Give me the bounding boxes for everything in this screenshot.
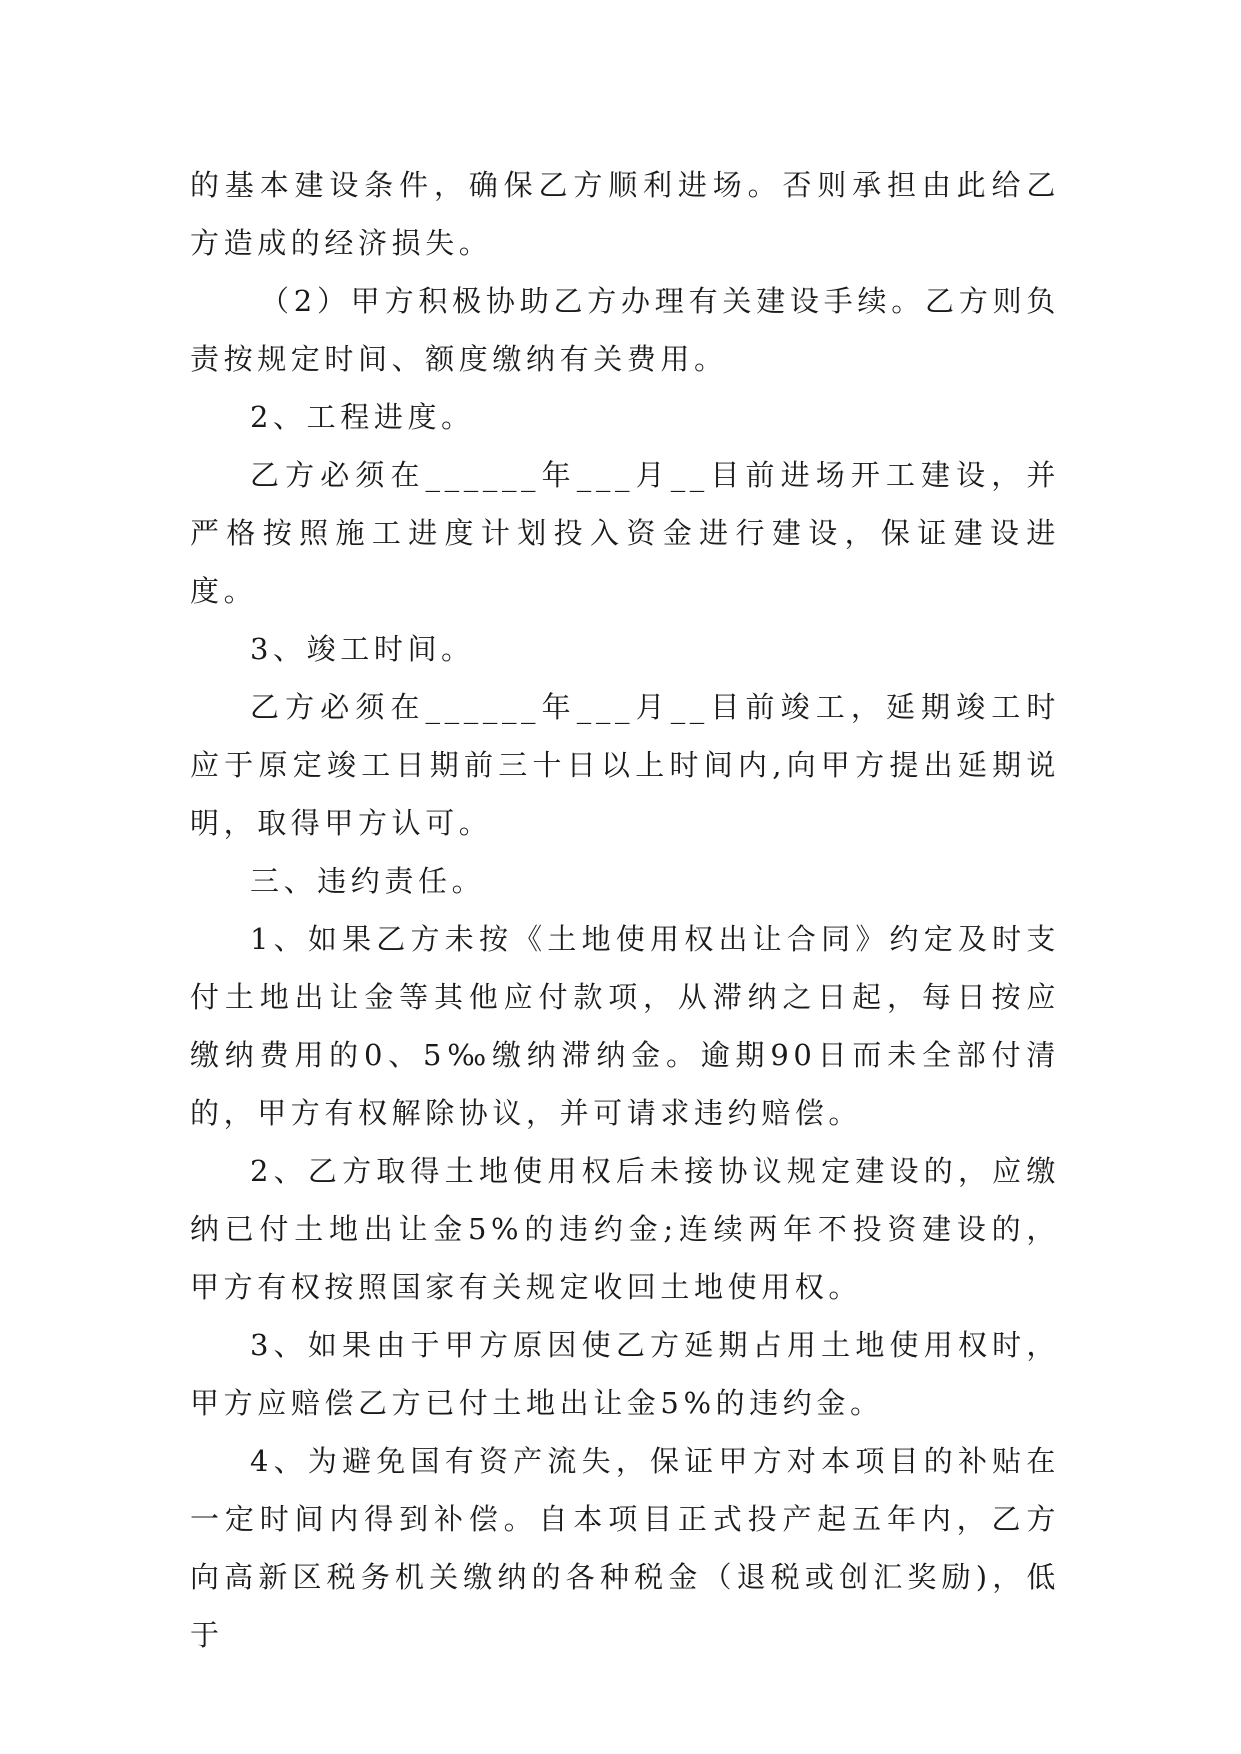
paragraph-3: 2、工程进度。 <box>250 400 475 434</box>
paragraph-2: （2）甲方积极协助乙方办理有关建设手续。乙方则负责按规定时间、额度缴纳有关费用。 <box>190 284 1060 376</box>
paragraph-11: 4、为避免国有资产流失，保证甲方对本项目的补贴在一定时间内得到补偿。自本项目正式投产起五年内，乙方向高新区税务机关缴纳的各种税金（退税或创汇奖励)，低于 <box>190 1444 1060 1652</box>
document-body <box>190 156 1060 1664</box>
paragraph-5: 3、竣工时间。 <box>250 632 475 666</box>
paragraph-1: 的基本建设条件，确保乙方顺利进场。否则承担由此给乙方造成的经济损失。 <box>190 168 1060 260</box>
paragraph-7: 三、违约责任。 <box>250 864 486 898</box>
paragraph-10: 3、如果由于甲方原因使乙方延期占用土地使用权时，甲方应赔偿乙方已付土地出让金5%的违约金。 <box>190 1328 1060 1420</box>
paragraph-8: 1、如果乙方未按《土地使用权出让合同》约定及时支付土地出让金等其他应付款项，从滞纳之日起，每日按应缴纳费用的0、5‰缴纳滞纳金。逾期90日而未全部付清的，甲方有权解除协议，并可请求违约赔偿。 <box>190 922 1060 1130</box>
paragraph-6: 乙方必须在______年___月__目前竣工，延期竣工时应于原定竣工日期前三十日以上时间内,向甲方提出延期说明，取得甲方认可。 <box>190 690 1060 840</box>
paragraph-4: 乙方必须在______年___月__目前进场开工建设，并严格按照施工进度计划投入资金进行建设，保证建设进度。 <box>190 458 1060 608</box>
paragraph-9: 2、乙方取得土地使用权后未接协议规定建设的，应缴纳已付土地出让金5%的违约金;连续两年不投资建设的，甲方有权按照国家有关规定收回土地使用权。 <box>190 1154 1060 1304</box>
